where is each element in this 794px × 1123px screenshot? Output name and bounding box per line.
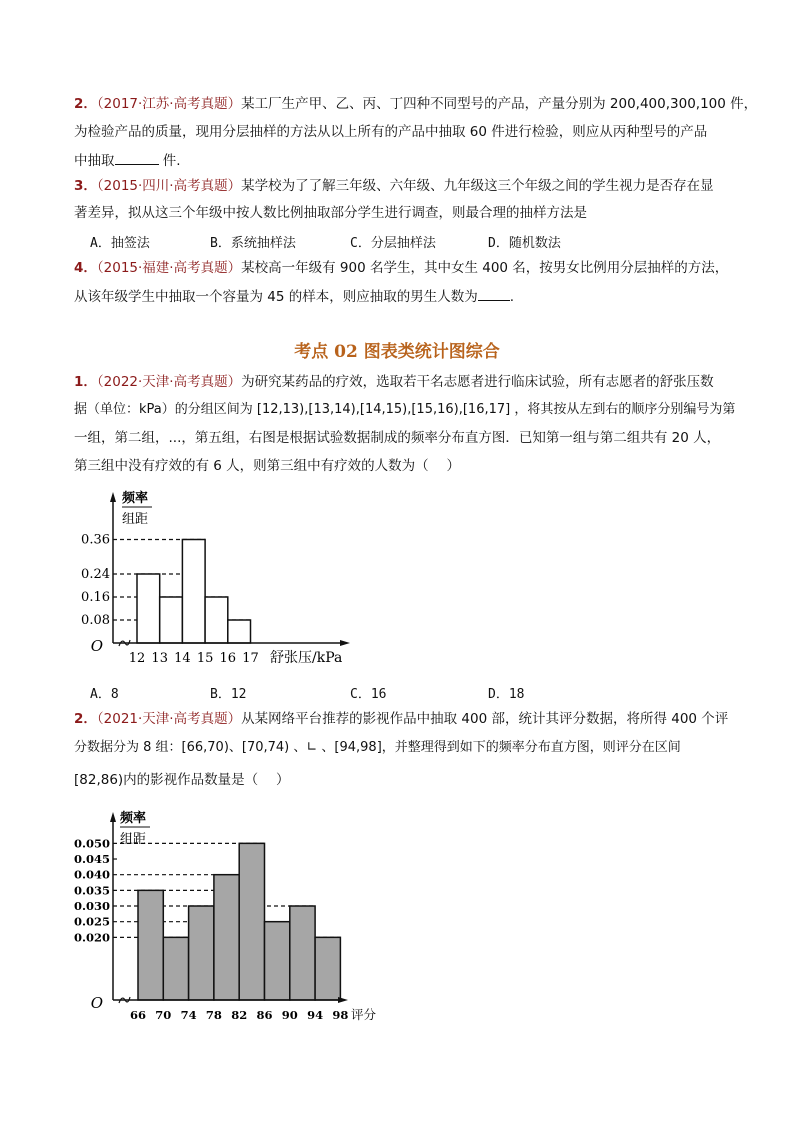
- section-question-2-line-3: [82,86)内的影视作品数量是（ ）: [74, 772, 290, 788]
- chart-2-y-axis-arrow-icon: [110, 812, 116, 822]
- option-a: A．抽签法: [90, 236, 150, 251]
- section-question-2-line-2: 分数据分为 8 组：[66,70)、[70,74) 、∟ 、[94,98]，并整理得到如下的频率分布直方图，则评分在区间: [74, 740, 681, 755]
- chart-2-x-tick-label: 66: [129, 1008, 147, 1022]
- question-number: 4．: [74, 260, 97, 276]
- question-text: 从该年级学生中抽取一个容量为 45 的样本，则应抽取的男生人数为: [74, 289, 478, 305]
- option-c: C．16: [350, 687, 387, 702]
- chart-2-y-tick-label: 0.020: [73, 930, 110, 945]
- chart-2-y-tick-label: 0.035: [73, 883, 110, 898]
- chart-2-y-tick-label: 0.050: [73, 836, 110, 851]
- chart-2-bar: [290, 906, 315, 1000]
- chart-1-x-tick-label: 16: [219, 651, 237, 666]
- question-number: 2．: [74, 711, 97, 727]
- chart-2-bar: [265, 922, 290, 1000]
- chart-2-x-tick-label: 70: [155, 1008, 172, 1022]
- chart-2-x-tick-label: 94: [307, 1008, 324, 1022]
- option-c: C．分层抽样法: [350, 236, 436, 251]
- chart-1-y-tick-label: 0.36: [81, 532, 110, 548]
- section-question-1-line-2: 据（单位：kPa）的分组区间为 [12,13),[13,14),[14,15),[15,16),[16,17] ，将其按从左到右的顺序分别编号为第: [74, 402, 736, 417]
- chart-2-y-axis-label-numerator: 频率: [120, 811, 147, 826]
- section-question-2-line-1: [74, 709, 728, 729]
- chart-2-y-tick-label: 0.040: [73, 867, 110, 882]
- chart-1-y-axis-label-denominator: 组距: [122, 512, 149, 527]
- question-number: 1．: [74, 374, 97, 390]
- question-source: （2022·天津·高考真题）: [96, 374, 242, 390]
- chart-1-y-tick-label: 0.08: [81, 613, 110, 628]
- chart-1-bar: [137, 574, 160, 643]
- chart-2-bar: [214, 875, 239, 1000]
- question-2-2017-line-2: 为检验产品的质量，现用分层抽样的方法从以上所有的产品中抽取 60 件进行检验，则应从丙种型号的产品: [74, 124, 708, 140]
- question-text: 某校高一年级有 900 名学生，其中女生 400 名，按男女比例用分层抽样的方法，: [241, 260, 729, 276]
- chart-1-y-axis-arrow-icon: [110, 492, 116, 502]
- chart-2-x-tick-label: 98: [332, 1008, 349, 1022]
- chart-2-x-tick-label: 82: [231, 1008, 248, 1022]
- option-d: D．18: [488, 687, 525, 702]
- question-source: （2017·江苏·高考真题）: [96, 96, 242, 112]
- option-a: A．8: [90, 687, 119, 702]
- chart-1-origin-label: O: [90, 637, 103, 655]
- chart-1-y-tick-label: 0.16: [81, 590, 110, 605]
- chart-1-y-axis-label-numerator: 频率: [122, 491, 149, 506]
- chart-1-bar: [160, 597, 183, 643]
- chart-2-x-tick-label: 74: [180, 1008, 197, 1022]
- chart-2-x-tick-label: 86: [256, 1008, 273, 1022]
- chart-1-x-tick-label: 14: [174, 651, 191, 666]
- chart-1-bar: [228, 620, 251, 643]
- section-question-1-line-3: 一组，第二组，...，第五组，右图是根据试验数据制成的频率分布直方图．已知第一组与第二组共有 20 人，: [74, 430, 721, 446]
- chart-2-bar: [163, 937, 188, 1000]
- question-source: （2021·天津·高考真题）: [96, 711, 242, 727]
- question-text: 从某网络平台推荐的影视作品中抽取 400 部，统计其评分数据，将所得 400 个评: [241, 711, 729, 727]
- question-text: 某工厂生产甲、乙、丙、丁四种不同型号的产品，产量分别为 200,400,300,100 件，: [241, 96, 758, 112]
- question-tail: .: [509, 289, 515, 305]
- question-text: 为研究某药品的疗效，选取若干名志愿者进行临床试验，所有志愿者的舒张压数: [241, 374, 714, 390]
- chart-2-bar: [315, 937, 340, 1000]
- option-b: B．12: [210, 687, 247, 702]
- chart-2-y-tick-label: 0.030: [73, 899, 110, 914]
- option-b: B．系统抽样法: [210, 236, 296, 251]
- chart-2-bar: [189, 906, 214, 1000]
- chart-1-bar: [205, 597, 228, 643]
- chart-2-x-axis-arrow-icon: [338, 997, 348, 1003]
- question-text: 某学校为了了解三年级、六年级、九年级这三个年级之间的学生视力是否存在显: [241, 178, 714, 194]
- chart-2-x-tick-label: 90: [281, 1008, 298, 1022]
- chart-1-y-tick-label: 0.24: [81, 567, 110, 582]
- chart-2-bar: [239, 843, 264, 1000]
- question-number: 3．: [74, 178, 97, 194]
- chart-2-y-tick-label: 0.045: [73, 852, 110, 867]
- question-text: 中抽取: [74, 153, 115, 169]
- chart-2-y-axis-label-denominator: 组距: [120, 832, 147, 847]
- chart-2-y-tick-label: 0.025: [73, 914, 110, 929]
- question-source: （2015·福建·高考真题）: [96, 260, 242, 276]
- chart-1-x-axis-label: 舒张压/kPa: [270, 650, 343, 666]
- chart-1-x-tick-label: 12: [128, 651, 146, 666]
- chart-1-x-tick-label: 17: [242, 651, 259, 666]
- chart-2-x-tick-label: 78: [205, 1008, 222, 1022]
- option-d: D．随机数法: [488, 236, 561, 251]
- question-tail: 件.: [158, 153, 181, 169]
- chart-1-x-tick-label: 13: [151, 651, 168, 666]
- chart-1-bar: [182, 540, 205, 644]
- chart-1-x-axis-arrow-icon: [340, 640, 350, 646]
- question-source: （2015·四川·高考真题）: [96, 178, 242, 194]
- section-title: 考点 02 图表类统计图综合: [294, 342, 500, 362]
- chart-1-x-tick-label: 15: [196, 651, 214, 666]
- question-number: 2．: [74, 96, 97, 112]
- chart-2-bar: [138, 890, 163, 1000]
- question-3-line-2: 著差异，拟从这三个年级中按人数比例抽取部分学生进行调查，则最合理的抽样方法是: [74, 205, 587, 221]
- chart-2-origin-label: O: [90, 994, 103, 1012]
- section-question-1-line-4: 第三组中没有疗效的有 6 人，则第三组中有疗效的人数为（ ）: [74, 458, 460, 474]
- chart-2-x-axis-label: 评分: [351, 1007, 377, 1022]
